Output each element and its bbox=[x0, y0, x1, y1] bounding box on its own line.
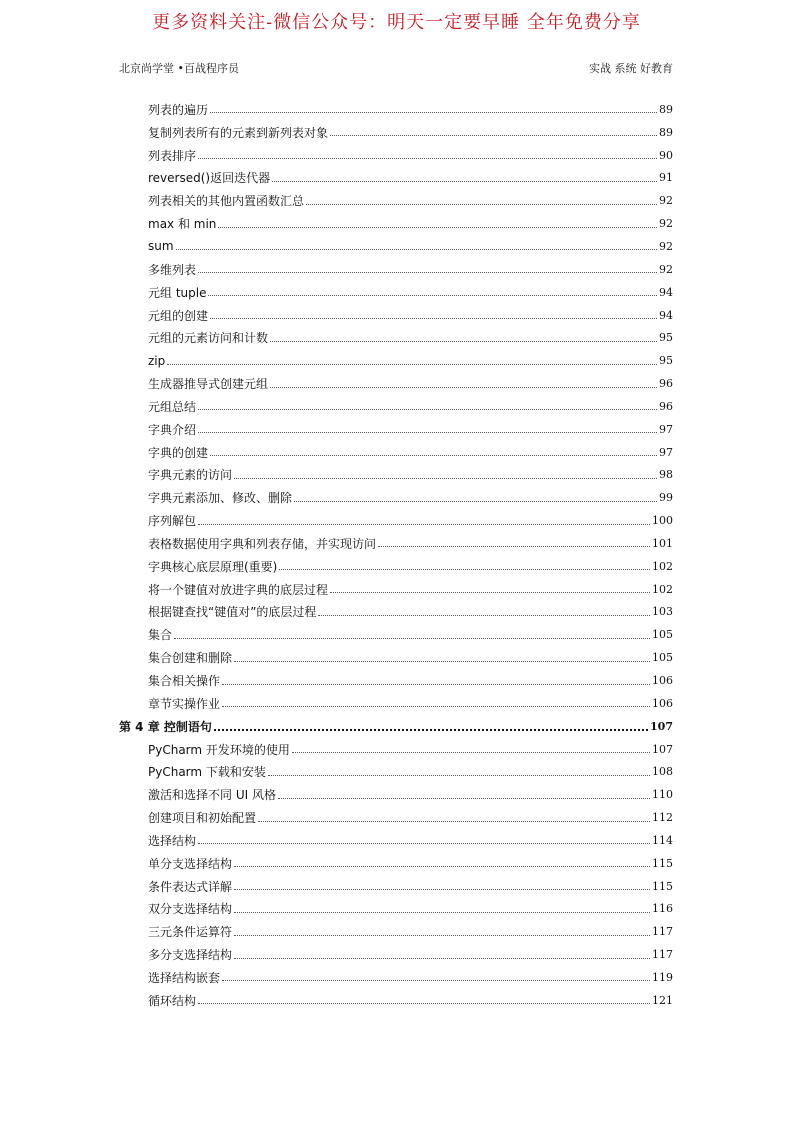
toc-entry-title: 生成器推导式创建元组 bbox=[148, 377, 269, 392]
toc-entry[interactable] bbox=[119, 783, 673, 806]
toc-page-number: 100 bbox=[652, 514, 673, 528]
toc-page-number: 115 bbox=[652, 856, 673, 870]
toc-page-number: 116 bbox=[652, 902, 673, 916]
toc-entry[interactable] bbox=[119, 395, 673, 418]
toc-entry-title: 选择结构 bbox=[148, 833, 197, 848]
toc-entry-title: 章节实操作业 bbox=[148, 696, 221, 711]
toc-dot-leader bbox=[234, 934, 650, 936]
toc-entry-title: sum bbox=[148, 239, 174, 254]
header-right-text: 实战 系统 好教育 bbox=[589, 62, 673, 75]
toc-entry-title: 字典核心底层原理(重要) bbox=[148, 559, 278, 574]
toc-page-number: 107 bbox=[650, 719, 673, 733]
toc-entry[interactable] bbox=[119, 555, 673, 578]
toc-page-number: 119 bbox=[652, 970, 673, 984]
toc-entry-title: 列表相关的其他内置函数汇总 bbox=[148, 194, 305, 209]
toc-page-number: 99 bbox=[659, 491, 673, 505]
toc-entry-title: 双分支选择结构 bbox=[148, 902, 233, 917]
toc-page-number: 96 bbox=[659, 399, 673, 413]
toc-entry[interactable] bbox=[119, 738, 673, 761]
toc-page-number: 112 bbox=[652, 811, 673, 825]
toc-page-number: 102 bbox=[652, 559, 673, 573]
toc-dot-leader bbox=[268, 774, 650, 776]
toc-entry-title: 元组总结 bbox=[148, 399, 197, 414]
toc-page-number: 115 bbox=[652, 879, 673, 893]
toc-page-number: 117 bbox=[652, 948, 673, 962]
toc-entry-title: 元组的元素访问和计数 bbox=[148, 331, 269, 346]
toc-dot-leader bbox=[198, 842, 650, 844]
toc-entry-title: 复制列表所有的元素到新列表对象 bbox=[148, 125, 329, 140]
toc-dot-leader bbox=[278, 797, 650, 799]
toc-dot-leader bbox=[167, 363, 657, 365]
toc-dot-leader bbox=[306, 203, 657, 205]
table-of-contents bbox=[119, 98, 673, 1012]
toc-entry-title: PyCharm 开发环境的使用 bbox=[148, 742, 290, 757]
toc-page-number: 105 bbox=[652, 651, 673, 665]
toc-dot-leader bbox=[176, 248, 657, 250]
toc-dot-leader bbox=[272, 180, 657, 182]
toc-page-number: 92 bbox=[659, 239, 673, 253]
toc-entry[interactable] bbox=[119, 806, 673, 829]
toc-entry[interactable] bbox=[119, 578, 673, 601]
toc-page-number: 95 bbox=[659, 354, 673, 368]
toc-entry-title: 多分支选择结构 bbox=[148, 948, 233, 963]
toc-dot-leader bbox=[330, 134, 657, 136]
toc-dot-leader bbox=[234, 888, 650, 890]
toc-dot-leader bbox=[234, 957, 650, 959]
toc-dot-leader bbox=[198, 431, 657, 433]
toc-entry[interactable] bbox=[119, 167, 673, 190]
toc-page-number: 90 bbox=[659, 148, 673, 162]
toc-entry-title: 集合相关操作 bbox=[148, 674, 221, 689]
toc-page-number: 102 bbox=[652, 582, 673, 596]
toc-page-number: 106 bbox=[652, 674, 673, 688]
toc-dot-leader bbox=[234, 477, 657, 479]
toc-dot-leader bbox=[222, 979, 650, 981]
toc-entry-title: 字典元素添加、修改、删除 bbox=[148, 491, 293, 506]
toc-entry-title: 创建项目和初始配置 bbox=[148, 811, 257, 826]
toc-entry[interactable] bbox=[119, 486, 673, 509]
toc-entry-title: PyCharm 下载和安装 bbox=[148, 765, 266, 780]
toc-entry[interactable] bbox=[119, 304, 673, 327]
toc-entry-title: zip bbox=[148, 353, 166, 368]
toc-chapter-entry[interactable] bbox=[119, 715, 673, 738]
toc-entry[interactable] bbox=[119, 532, 673, 555]
toc-entry[interactable] bbox=[119, 235, 673, 258]
toc-entry-title: 单分支选择结构 bbox=[148, 856, 233, 871]
toc-entry[interactable] bbox=[119, 692, 673, 715]
toc-page-number: 117 bbox=[652, 925, 673, 939]
toc-page-number: 101 bbox=[652, 536, 673, 550]
toc-dot-leader bbox=[174, 637, 650, 639]
toc-entry-title: 激活和选择不同 UI 风格 bbox=[148, 788, 276, 803]
toc-entry[interactable] bbox=[119, 989, 673, 1012]
toc-page-number: 92 bbox=[659, 217, 673, 231]
toc-entry[interactable] bbox=[119, 258, 673, 281]
toc-entry[interactable] bbox=[119, 852, 673, 875]
toc-dot-leader bbox=[279, 568, 650, 570]
toc-page-number: 97 bbox=[659, 445, 673, 459]
toc-entry[interactable] bbox=[119, 829, 673, 852]
toc-page-number: 97 bbox=[659, 422, 673, 436]
toc-entry-title: 序列解包 bbox=[148, 514, 197, 529]
toc-entry-title: 循环结构 bbox=[148, 993, 197, 1008]
toc-entry[interactable] bbox=[119, 669, 673, 692]
toc-entry-title: 根据键查找“键值对”的底层过程 bbox=[148, 605, 317, 620]
toc-entry[interactable] bbox=[119, 349, 673, 372]
toc-entry[interactable] bbox=[119, 623, 673, 646]
toc-entry-title: 三元条件运算符 bbox=[148, 925, 233, 940]
toc-page-number: 114 bbox=[652, 833, 673, 847]
toc-entry-title: 选择结构嵌套 bbox=[148, 970, 221, 985]
toc-entry-title: reversed()返回迭代器 bbox=[148, 171, 271, 186]
toc-page-number: 106 bbox=[652, 696, 673, 710]
toc-entry[interactable] bbox=[119, 509, 673, 532]
toc-entry-title: 字典介绍 bbox=[148, 422, 197, 437]
toc-page-number: 92 bbox=[659, 262, 673, 276]
toc-dot-leader bbox=[270, 340, 657, 342]
toc-entry[interactable] bbox=[119, 326, 673, 349]
toc-dot-leader bbox=[208, 294, 657, 296]
toc-entry[interactable] bbox=[119, 601, 673, 624]
toc-page-number: 107 bbox=[652, 742, 673, 756]
toc-entry-title: 多维列表 bbox=[148, 262, 197, 277]
toc-entry-title: 将一个键值对放进字典的底层过程 bbox=[148, 582, 329, 597]
toc-page-number: 96 bbox=[659, 377, 673, 391]
toc-entry[interactable] bbox=[119, 212, 673, 235]
toc-page-number: 95 bbox=[659, 331, 673, 345]
toc-dot-leader bbox=[378, 545, 650, 547]
toc-dot-leader bbox=[210, 454, 657, 456]
toc-dot-leader bbox=[214, 728, 648, 731]
toc-dot-leader bbox=[234, 865, 650, 867]
toc-page-number: 121 bbox=[652, 993, 673, 1007]
toc-entry-title: max 和 min bbox=[148, 217, 217, 232]
toc-entry[interactable] bbox=[119, 144, 673, 167]
toc-dot-leader bbox=[198, 157, 657, 159]
toc-dot-leader bbox=[210, 111, 657, 113]
toc-entry-title: 列表的遍历 bbox=[148, 102, 209, 117]
toc-entry[interactable] bbox=[119, 464, 673, 487]
toc-dot-leader bbox=[292, 751, 650, 753]
toc-entry-title: 元组的创建 bbox=[148, 308, 209, 323]
toc-entry-title: 集合 bbox=[148, 628, 173, 643]
toc-dot-leader bbox=[258, 820, 650, 822]
toc-entry[interactable] bbox=[119, 281, 673, 304]
toc-dot-leader bbox=[198, 271, 657, 273]
toc-page-number: 105 bbox=[652, 628, 673, 642]
toc-dot-leader bbox=[318, 614, 650, 616]
header-left-text: 北京尚学堂 •百战程序员 bbox=[119, 62, 239, 75]
toc-entry[interactable] bbox=[119, 372, 673, 395]
toc-dot-leader bbox=[330, 591, 650, 593]
toc-entry-title: 条件表达式详解 bbox=[148, 879, 233, 894]
toc-dot-leader bbox=[198, 408, 657, 410]
toc-entry-title: 字典的创建 bbox=[148, 445, 209, 460]
promo-banner: 更多资料关注-微信公众号：明天一定要早睡 全年免费分享 bbox=[152, 12, 641, 33]
toc-dot-leader bbox=[222, 683, 650, 685]
toc-entry[interactable] bbox=[119, 189, 673, 212]
toc-entry[interactable] bbox=[119, 875, 673, 898]
toc-page-number: 110 bbox=[652, 788, 673, 802]
toc-page-number: 94 bbox=[659, 308, 673, 322]
toc-dot-leader bbox=[294, 500, 657, 502]
toc-dot-leader bbox=[210, 317, 657, 319]
toc-entry[interactable] bbox=[119, 98, 673, 121]
toc-entry[interactable] bbox=[119, 418, 673, 441]
toc-page-number: 103 bbox=[652, 605, 673, 619]
toc-page-number: 94 bbox=[659, 285, 673, 299]
toc-entry-title: 列表排序 bbox=[148, 148, 197, 163]
toc-entry[interactable] bbox=[119, 920, 673, 943]
toc-entry[interactable] bbox=[119, 943, 673, 966]
toc-page-number: 92 bbox=[659, 194, 673, 208]
toc-dot-leader bbox=[198, 1002, 650, 1004]
toc-dot-leader bbox=[198, 523, 650, 525]
toc-dot-leader bbox=[222, 705, 650, 707]
toc-page-number: 89 bbox=[659, 125, 673, 139]
toc-entry[interactable] bbox=[119, 966, 673, 989]
toc-entry-title: 集合创建和删除 bbox=[148, 651, 233, 666]
toc-entry-title: 表格数据使用字典和列表存储，并实现访问 bbox=[148, 536, 377, 551]
toc-entry-title: 字典元素的访问 bbox=[148, 468, 233, 483]
toc-entry[interactable] bbox=[119, 441, 673, 464]
toc-page-number: 91 bbox=[659, 171, 673, 185]
toc-page-number: 108 bbox=[652, 765, 673, 779]
toc-dot-leader bbox=[234, 660, 650, 662]
toc-entry-title: 第 4 章 控制语句 bbox=[119, 719, 212, 734]
toc-page-number: 98 bbox=[659, 468, 673, 482]
toc-entry[interactable] bbox=[119, 121, 673, 144]
toc-entry-title: 元组 tuple bbox=[148, 285, 207, 300]
toc-entry[interactable] bbox=[119, 760, 673, 783]
toc-dot-leader bbox=[218, 226, 657, 228]
page-header bbox=[119, 60, 673, 76]
toc-dot-leader bbox=[270, 386, 657, 388]
toc-page-number: 89 bbox=[659, 102, 673, 116]
toc-dot-leader bbox=[234, 911, 650, 913]
toc-entry[interactable] bbox=[119, 646, 673, 669]
toc-entry[interactable] bbox=[119, 898, 673, 921]
